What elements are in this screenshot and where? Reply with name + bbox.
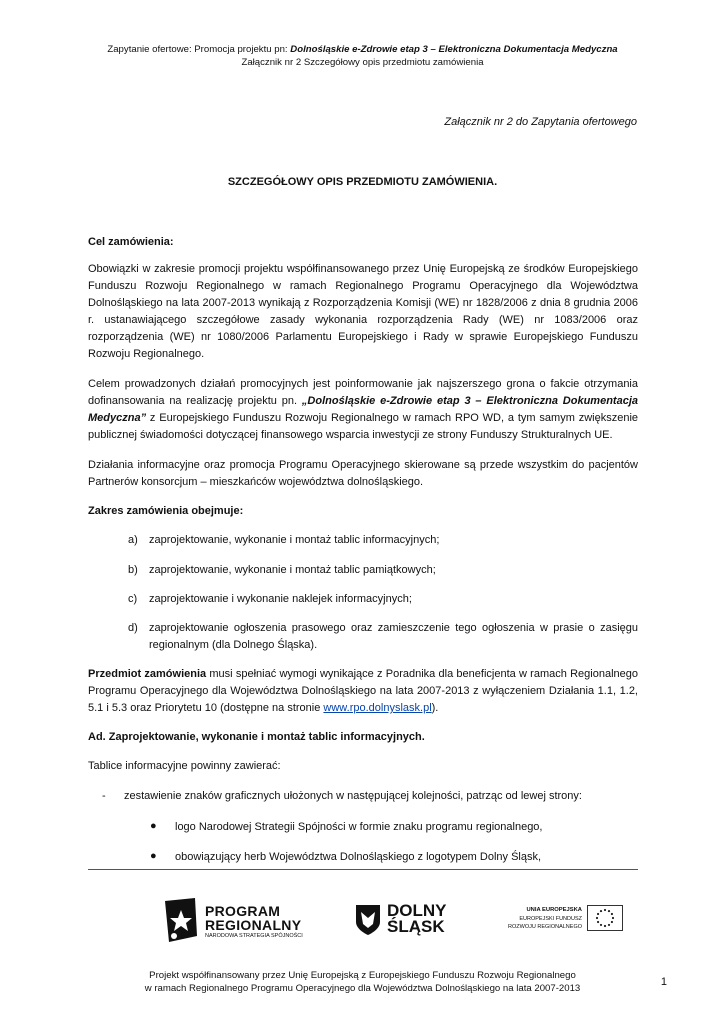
eu-star-icon (611, 913, 613, 915)
rpo-website-link[interactable]: www.rpo.dolnyslask.pl (323, 702, 432, 714)
program-line1: PROGRAM (205, 903, 281, 919)
program-regionalny-logo (163, 896, 323, 946)
bullet-item-text: logo Narodowej Strategii Spójności w formie znaku programu regionalnego, (175, 821, 543, 833)
tablice-intro: Tablice informacyjne powinny zawierać: (88, 760, 281, 772)
paragraph-4-text: musi spełniać wymogi wynikające z Poradnika dla beneficjenta w ramach Regionalnego Programu Operacyjnego dla Województwa Dolnośląskiego na lata 2007-2013 z wyłączeniem Działania 1.1, 1.2, 5.1 i 5.3 oraz Priorytetu 10 (dostępne na stronie (88, 668, 638, 714)
nss-star-icon (163, 896, 201, 946)
paragraph-2-pre: Celem prowadzonych działań promocyjnych jest poinformowanie jak najszerszego grona o fakcie otrzymania dofinansowania na realizację projektu pn. (88, 378, 638, 407)
page-number: 1 (660, 976, 667, 988)
eu-line1: UNIA EUROPEJSKA (526, 907, 582, 913)
paragraph-3: Działania informacyjne oraz promocja Programu Operacyjnego skierowane są przede wszystkim do pacjentów Partnerów konsorcjum – mieszkańców województwa dolnośląskiego. (88, 459, 638, 488)
eu-star-icon (611, 921, 613, 923)
dolny-line1: DOLNY (387, 901, 447, 920)
footer-line1: Projekt współfinansowany przez Unię Europejską z Europejskiego Funduszu Rozwoju Regionalnego (149, 970, 576, 981)
eu-star-icon (597, 921, 599, 923)
document-title: SZCZEGÓŁOWY OPIS PRZEDMIOTU ZAMÓWIENIA. (227, 176, 498, 188)
dash-item-text: zestawienie znaków graficznych ułożonych w następującej kolejności, patrząc od lewej strony: (124, 790, 582, 802)
paragraph-4-bold: Przedmiot zamówienia (88, 668, 207, 680)
cel-heading: Cel zamówienia: (88, 236, 174, 248)
program-line2: REGIONALNY (205, 917, 302, 933)
bullet-icon: ● (150, 820, 157, 832)
header-prefix: Zapytanie ofertowe: Promocja projektu pn: (107, 44, 291, 55)
dolny-slask-logo (355, 902, 455, 942)
page-header-line1 (0, 43, 725, 56)
header-project-title: Dolnośląskie e-Zdrowie etap 3 – Elektroniczna Dokumentacja Medyczna (290, 44, 618, 55)
bullet-icon: ● (150, 850, 157, 862)
paragraph-4-end: ). (431, 702, 439, 714)
list-item-text: zaprojektowanie, wykonanie i montaż tablic pamiątkowych; (149, 564, 436, 576)
paragraph-2-post: z Europejskiego Funduszu Rozwoju Regionalnego w ramach RPO WD, a tym samym zwiększenie publicznej świadomości dotyczącej finansowego wsparcia inwestycji ze strony Funduszy Strukturalnych UE. (88, 412, 638, 441)
footer-line2: w ramach Regionalnego Programu Operacyjnego dla Województwa Dolnośląskiego na lata 2007-2013 (144, 983, 581, 994)
zakres-heading: Zakres zamówienia obejmuje: (88, 505, 244, 517)
list-item-text: zaprojektowanie, wykonanie i montaż tablic informacyjnych; (149, 534, 440, 546)
list-item-text: zaprojektowanie ogłoszenia prasowego oraz zamieszczenie tego ogłoszenia w prasie o zasięgu regionalnym (dla Dolnego Śląska). (149, 622, 638, 651)
eu-star-icon (600, 924, 602, 926)
program-sub: NARODOWA STRATEGIA SPÓJNOŚCI (205, 933, 303, 939)
eu-star-icon (596, 917, 598, 919)
eu-line3: ROZWOJU REGIONALNEGO (508, 924, 582, 930)
annex-reference: Załącznik nr 2 do Zapytania ofertowego (444, 116, 637, 128)
dash-marker: - (102, 790, 106, 802)
paragraph-4 (88, 666, 638, 717)
ad-heading: Ad. Zaprojektowanie, wykonanie i montaż tablic informacyjnych. (88, 731, 425, 743)
footer-divider (88, 869, 638, 870)
eu-flag-icon (587, 905, 623, 931)
coat-of-arms-icon (355, 904, 381, 936)
page-header-line2: Załącznik nr 2 Szczegółowy opis przedmiotu zamówienia (241, 57, 484, 68)
list-item-label: c) (128, 593, 138, 605)
eu-star-icon (608, 910, 610, 912)
paragraph-2-project: „Dolnośląskie e-Zdrowie etap 3 – Elektroniczna Dokumentacja Medyczna” (88, 395, 638, 424)
eu-line2: EUROPEJSKI FUNDUSZ (519, 916, 582, 922)
list-item-text: zaprojektowanie i wykonanie naklejek informacyjnych; (149, 593, 412, 605)
eu-star-icon (608, 924, 610, 926)
paragraph-2 (88, 376, 638, 444)
list-item-label: b) (128, 564, 138, 576)
eu-star-icon (612, 917, 614, 919)
list-item-label: d) (128, 622, 138, 634)
paragraph-1: Obowiązki w zakresie promocji projektu współfinansowanego przez Unię Europejską ze środków Europejskiego Funduszu Rozwoju Regionalnego w ramach Regionalnego Programu Operacyjnego dla Województwa Dolnośląskiego na lata 2007-2013 wynikają z Rozporządzenia Komisji (WE) nr 1828/2006 z dnia 8 grudnia 2006 r. ustanawiającego szczegółowe zasady wykonania rozporządzenia Rady (WE) nr 1083/2006 oraz rozporządzenia (WE) nr 1080/2006 Parlamentu Europejskiego i Rady w sprawie Europejskiego Funduszu Rozwoju Regionalnego. (88, 263, 638, 360)
eu-star-icon (597, 913, 599, 915)
bullet-item-text: obowiązujący herb Województwa Dolnośląskiego z logotypem Dolny Śląsk, (175, 851, 542, 863)
eu-star-icon (604, 909, 606, 911)
list-item-label: a) (128, 534, 138, 546)
eu-star-icon (604, 925, 606, 927)
eu-logo (488, 905, 628, 939)
eu-star-icon (600, 910, 602, 912)
dolny-line2: ŚLĄSK (387, 917, 445, 936)
